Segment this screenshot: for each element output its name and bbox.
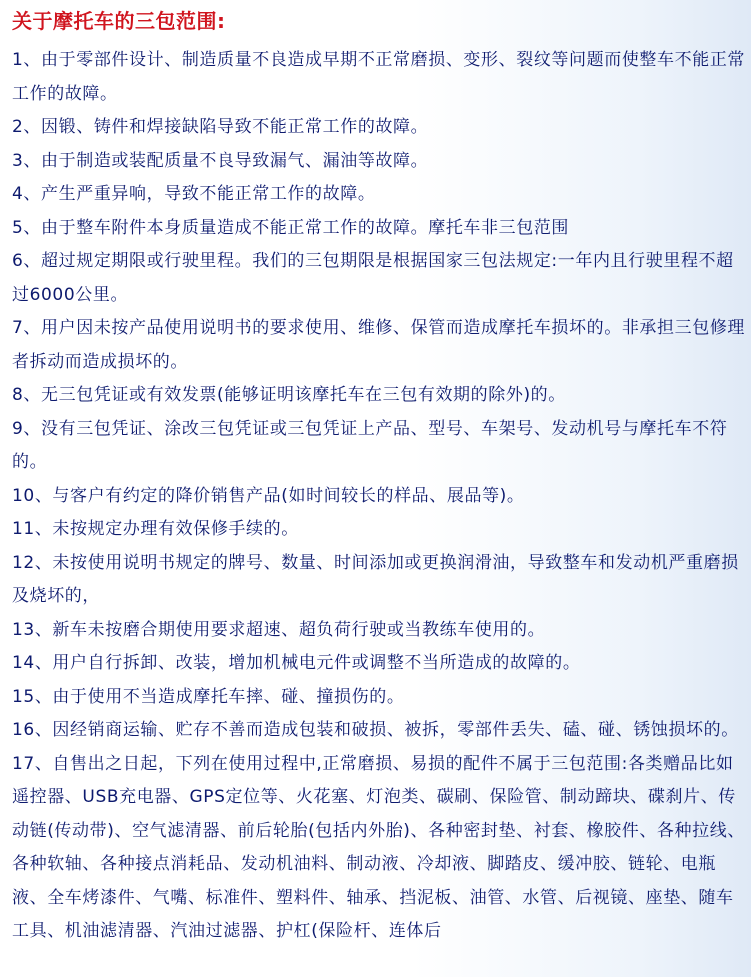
list-item: 13、新车未按磨合期使用要求超速、超负荷行驶或当教练车使用的。	[12, 619, 546, 640]
list-item: 11、未按规定办理有效保修手续的。	[12, 519, 299, 539]
list-item: 10、与客户有约定的降价销售产品(如时间较长的样品、展品等)。	[12, 485, 525, 506]
list-item: 16、因经销商运输、贮存不善而造成包装和破损、被拆，零部件丢失、磕、碰、锈蚀损坏的。	[12, 720, 739, 740]
list-item: 14、用户自行拆卸、改装，增加机械电元件或调整不当所造成的故障的。	[12, 653, 581, 673]
document-title: 关于摩托车的三包范围:	[12, 9, 226, 33]
list-item: 2、因锻、铸件和焊接缺陷导致不能正常工作的故障。	[12, 117, 429, 137]
list-item: 9、没有三包凭证、涂改三包凭证或三包凭证上产品、型号、车架号、发动机号与摩托车不符的。	[12, 418, 728, 472]
list-item: 4、产生严重异响，导致不能正常工作的故障。	[12, 184, 376, 204]
list-item: 8、无三包凭证或有效发票(能够证明该摩托车在三包有效期的除外)的。	[12, 385, 566, 405]
list-item: 3、由于制造或装配质量不良导致漏气、漏油等故障。	[12, 150, 429, 171]
list-item: 12、未按使用说明书规定的牌号、数量、时间添加或更换润滑油，导致整车和发动机严重磨损及烧坏的，	[12, 552, 739, 606]
warranty-list	[12, 44, 746, 949]
list-item: 15、由于使用不当造成摩托车摔、碰、撞损伤的。	[12, 686, 405, 707]
list-item: 5、由于整车附件本身质量造成不能正常工作的故障。摩托车非三包范围	[12, 217, 570, 238]
list-item: 7、用户因未按产品使用说明书的要求使用、维修、保管而造成摩托车损坏的。非承担三包修理者拆动而造成损坏的。	[12, 318, 746, 372]
list-item: 1、由于零部件设计、制造质量不良造成早期不正常磨损、变形、裂纹等问题而使整车不能正常工作的故障。	[12, 50, 746, 104]
list-item: 17、自售出之日起，下列在使用过程中,正常磨损、易损的配件不属于三包范围:各类赠品比如遥控器、USB充电器、GPS定位等、火花塞、灯泡类、碳刷、保险管、制动蹄块、碟刹片、传动链(传动带)、空气滤清器、前后轮胎(包括内外胎)、各种密封垫、衬套、橡胶件、各种拉线、各种软轴、各种接点消耗品、发动机油料、制动液、冷却液、脚踏皮、缓冲胶、链轮、电瓶液、全车烤漆件、气嘴、标准件、塑料件、轴承、挡泥板、油管、水管、后视镜、座垫、随车工具、机油滤清器、汽油过滤器、护杠(保险杆、连体后	[12, 753, 745, 941]
list-item: 6、超过规定期限或行驶里程。我们的三包期限是根据国家三包法规定:一年内且行驶里程不超过6000公里。	[12, 251, 734, 305]
